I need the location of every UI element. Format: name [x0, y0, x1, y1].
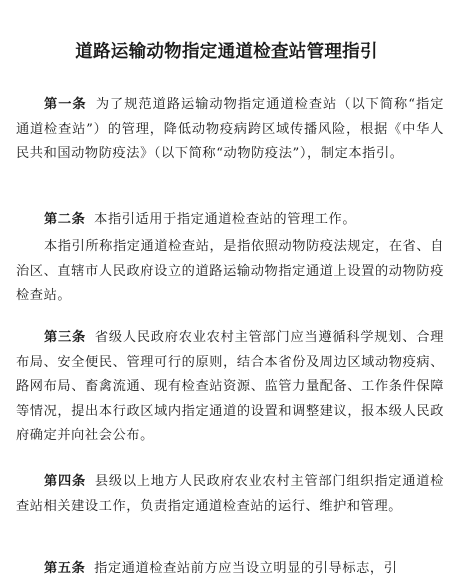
- article-2-paragraph: [16, 208, 444, 233]
- article-3-paragraph: [16, 326, 444, 449]
- article-2-text: 本指引适用于指定通道检查站的管理工作。: [94, 212, 357, 227]
- article-1-text: 为了规范道路运输动物指定通道检查站（以下简称“指定通道检查站”）的管理，降低动物疫病跨区域传播风险，根据《中华人民共和国动物防疫法》（以下简称“动物防疫法”），制定本指引。: [16, 97, 444, 161]
- article-3-label: 第三条: [44, 330, 86, 345]
- document-title: 道路运输动物指定通道检查站管理指引: [75, 42, 378, 62]
- article-2-continuation-paragraph: [16, 235, 444, 309]
- article-4-text: 县级以上地方人民政府农业农村主管部门组织指定通道检查站相关建设工作，负责指定通道检查站的运行、维护和管理。: [16, 474, 444, 514]
- article-2-continuation-text: 本指引所称指定通道检查站，是指依照动物防疫法规定，在省、自治区、直辖市人民政府设立的道路运输动物指定通道上设置的动物防疫检查站。: [16, 239, 444, 303]
- article-5-label: 第五条: [44, 561, 86, 576]
- article-5-paragraph: [16, 557, 444, 582]
- article-3-text: 省级人民政府农业农村主管部门应当遵循科学规划、合理布局、安全便民、管理可行的原则，结合本省份及周边区域动物疫病、路网布局、畜禽流通、现有检查站资源、监管力量配备、工作条件保障等情况，提出本行政区域内指定通道的设置和调整建议，报本级人民政府确定并向社会公布。: [16, 330, 444, 443]
- article-1-label: 第一条: [44, 97, 87, 112]
- article-4-label: 第四条: [44, 474, 86, 489]
- article-2-label: 第二条: [44, 212, 86, 227]
- article-5-text: 指定通道检查站前方应当设立明显的引导标志，引: [94, 561, 398, 576]
- article-4-paragraph: [16, 470, 444, 519]
- article-1-paragraph: [16, 93, 444, 167]
